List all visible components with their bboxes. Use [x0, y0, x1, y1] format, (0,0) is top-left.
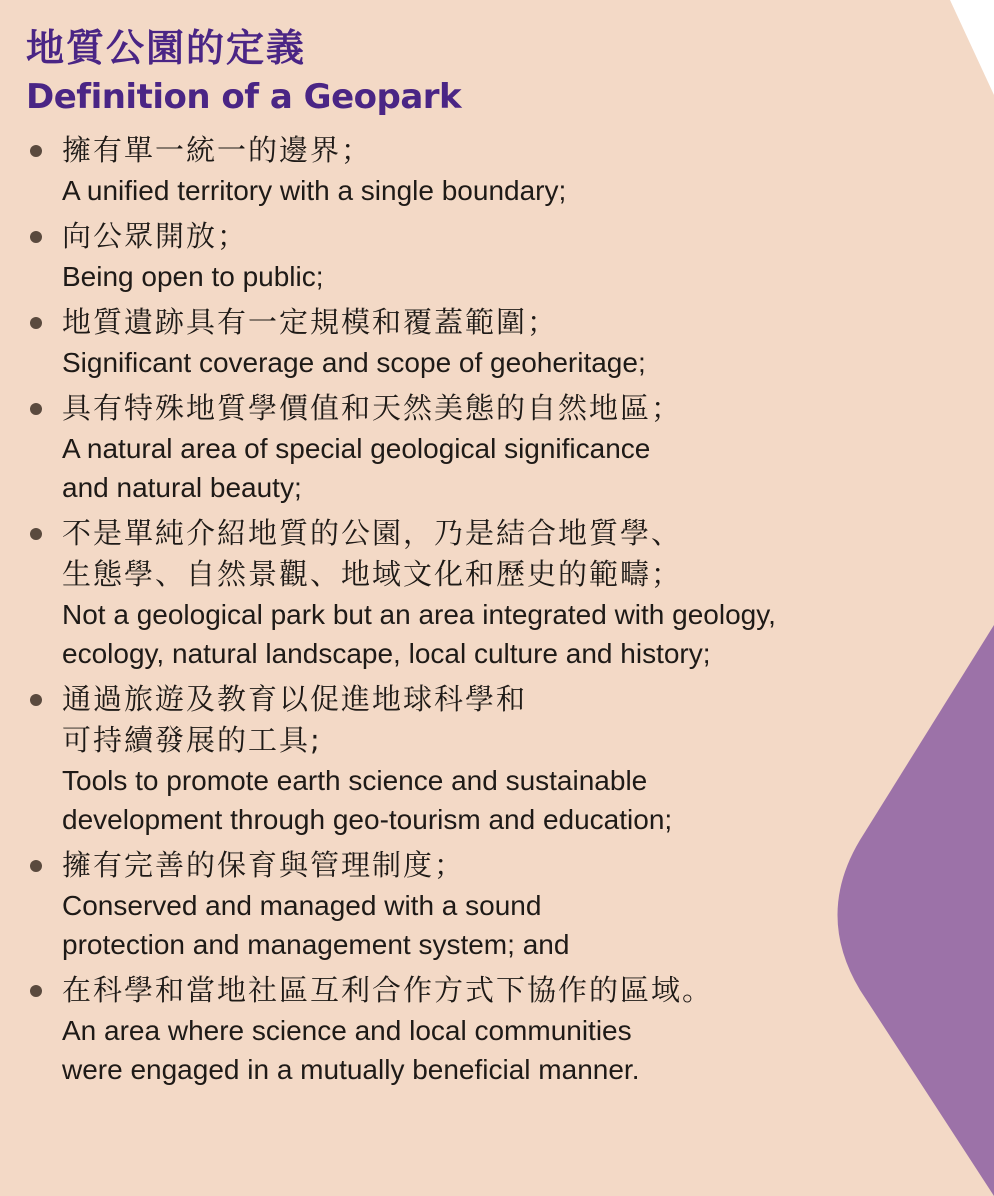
definition-item	[26, 513, 956, 673]
item-text-english: Being open to public;	[62, 261, 324, 292]
white-corner-shape	[950, 0, 994, 95]
definition-item	[26, 679, 956, 839]
item-text-english: ecology, natural landscape, local culture and history;	[62, 638, 711, 669]
definition-item	[26, 845, 956, 964]
item-text-chinese: 生態學、自然景觀、地域文化和歷史的範疇；	[62, 557, 683, 591]
item-text-chinese: 擁有單一統一的邊界；	[62, 133, 373, 167]
bullet-icon	[30, 403, 42, 415]
definition-item	[26, 970, 956, 1089]
definition-item	[26, 216, 956, 296]
item-text-chinese: 擁有完善的保育與管理制度；	[62, 848, 466, 882]
item-text-english: were engaged in a mutually beneficial manner.	[62, 1054, 640, 1085]
definition-item	[26, 388, 956, 507]
item-text-chinese: 可持續發展的工具;	[62, 723, 322, 757]
item-text-english: A unified territory with a single boundary;	[62, 175, 567, 206]
item-text-english: Conserved and managed with a sound	[62, 890, 542, 921]
bullet-icon	[30, 694, 42, 706]
item-text-english: A natural area of special geological significance	[62, 433, 651, 464]
item-text-chinese: 在科學和當地社區互利合作方式下協作的區域。	[62, 973, 714, 1007]
bullet-icon	[30, 317, 42, 329]
bullet-icon	[30, 145, 42, 157]
definition-item	[26, 302, 956, 382]
bullet-icon	[30, 985, 42, 997]
item-text-english: Tools to promote earth science and sustainable	[62, 765, 648, 796]
item-text-chinese: 不是單純介紹地質的公園，乃是結合地質學、	[62, 516, 683, 550]
item-text-english: Not a geological park but an area integrated with geology,	[62, 599, 776, 630]
definition-item	[26, 130, 956, 210]
definition-list	[26, 130, 956, 1089]
item-text-english: development through geo-tourism and education;	[62, 804, 673, 835]
item-text-english: Significant coverage and scope of geoheritage;	[62, 347, 646, 378]
geopark-definition-panel	[26, 22, 956, 1095]
title-english: Definition of a Geopark	[26, 77, 462, 117]
item-text-english: An area where science and local communities	[62, 1015, 632, 1046]
bullet-icon	[30, 860, 42, 872]
item-text-english: and natural beauty;	[62, 472, 302, 503]
item-text-chinese: 向公眾開放；	[62, 219, 249, 253]
title-chinese: 地質公園的定義	[26, 26, 307, 70]
item-text-chinese: 通過旅遊及教育以促進地球科學和	[62, 682, 528, 716]
item-text-chinese: 具有特殊地質學價值和天然美態的自然地區；	[62, 391, 683, 425]
item-text-english: protection and management system; and	[62, 929, 570, 960]
bullet-icon	[30, 231, 42, 243]
bullet-icon	[30, 528, 42, 540]
item-text-chinese: 地質遺跡具有一定規模和覆蓋範圍；	[62, 305, 559, 339]
